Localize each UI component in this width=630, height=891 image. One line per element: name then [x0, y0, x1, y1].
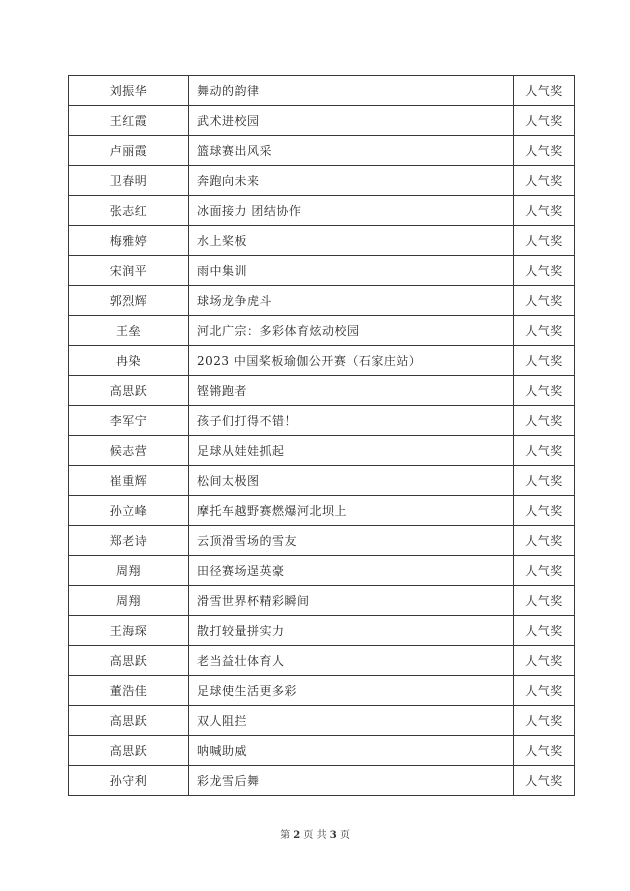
table-row	[69, 166, 575, 196]
work-title-cell: 篮球赛出风采	[189, 136, 514, 166]
winner-name-cell: 郭烈辉	[69, 286, 189, 316]
winner-name-cell: 王红霞	[69, 106, 189, 136]
work-title-cell: 双人阻拦	[189, 706, 514, 736]
winner-name-cell: 周翔	[69, 556, 189, 586]
table-row	[69, 286, 575, 316]
winner-name-cell: 郑老诗	[69, 526, 189, 556]
work-title-cell: 球场龙争虎斗	[189, 286, 514, 316]
work-title-cell: 云顶滑雪场的雪友	[189, 526, 514, 556]
winner-name-cell: 周翔	[69, 586, 189, 616]
award-cell: 人气奖	[514, 346, 575, 376]
award-cell: 人气奖	[514, 286, 575, 316]
table-row	[69, 526, 575, 556]
award-cell: 人气奖	[514, 736, 575, 766]
work-title-cell: 铿锵跑者	[189, 376, 514, 406]
table-row	[69, 676, 575, 706]
work-title-cell: 冰面接力 团结协作	[189, 196, 514, 226]
award-cell: 人气奖	[514, 406, 575, 436]
award-cell: 人气奖	[514, 676, 575, 706]
work-title-cell: 武术进校园	[189, 106, 514, 136]
table-row	[69, 136, 575, 166]
award-cell: 人气奖	[514, 436, 575, 466]
table-row	[69, 226, 575, 256]
work-title-cell: 足球从娃娃抓起	[189, 436, 514, 466]
winner-name-cell: 卢丽霞	[69, 136, 189, 166]
table-row	[69, 406, 575, 436]
winner-name-cell: 冉染	[69, 346, 189, 376]
winner-name-cell: 高思跃	[69, 736, 189, 766]
work-title-cell: 雨中集训	[189, 256, 514, 286]
work-title-cell: 松间太极图	[189, 466, 514, 496]
award-cell: 人气奖	[514, 106, 575, 136]
award-cell: 人气奖	[514, 586, 575, 616]
table-row	[69, 76, 575, 106]
table-row	[69, 616, 575, 646]
winner-name-cell: 孙守利	[69, 766, 189, 796]
table-row	[69, 586, 575, 616]
award-cell: 人气奖	[514, 526, 575, 556]
award-cell: 人气奖	[514, 226, 575, 256]
table-row	[69, 376, 575, 406]
award-cell: 人气奖	[514, 76, 575, 106]
work-title-cell: 舞动的韵律	[189, 76, 514, 106]
table-row	[69, 766, 575, 796]
work-title-cell: 水上桨板	[189, 226, 514, 256]
work-title-cell: 滑雪世界杯精彩瞬间	[189, 586, 514, 616]
work-title-cell: 彩龙雪后舞	[189, 766, 514, 796]
award-cell: 人气奖	[514, 556, 575, 586]
awards-table-body	[69, 76, 575, 796]
winner-name-cell: 梅雅婷	[69, 226, 189, 256]
award-cell: 人气奖	[514, 466, 575, 496]
work-title-cell: 足球使生活更多彩	[189, 676, 514, 706]
table-row	[69, 706, 575, 736]
table-row	[69, 106, 575, 136]
winner-name-cell: 董浩佳	[69, 676, 189, 706]
work-title-cell: 河北广宗：多彩体育炫动校园	[189, 316, 514, 346]
table-row	[69, 256, 575, 286]
footer-page-number: 2	[293, 830, 301, 841]
table-row	[69, 646, 575, 676]
award-cell: 人气奖	[514, 136, 575, 166]
work-title-cell: 奔跑向未来	[189, 166, 514, 196]
winner-name-cell: 李军宁	[69, 406, 189, 436]
award-cell: 人气奖	[514, 316, 575, 346]
table-row	[69, 466, 575, 496]
table-row	[69, 196, 575, 226]
work-title-cell: 老当益壮体育人	[189, 646, 514, 676]
page-footer	[0, 826, 630, 841]
table-row	[69, 346, 575, 376]
table-row	[69, 496, 575, 526]
footer-middle: 页 共	[303, 830, 327, 841]
winner-name-cell: 崔重辉	[69, 466, 189, 496]
table-row	[69, 736, 575, 766]
winner-name-cell: 高思跃	[69, 376, 189, 406]
award-cell: 人气奖	[514, 766, 575, 796]
work-title-cell: 散打较量拼实力	[189, 616, 514, 646]
winner-name-cell: 张志红	[69, 196, 189, 226]
award-cell: 人气奖	[514, 196, 575, 226]
winner-name-cell: 高思跃	[69, 646, 189, 676]
footer-suffix: 页	[339, 830, 350, 841]
winner-name-cell: 卫春明	[69, 166, 189, 196]
work-title-cell: 摩托车越野赛燃爆河北坝上	[189, 496, 514, 526]
footer-prefix: 第	[280, 830, 291, 841]
winner-name-cell: 刘振华	[69, 76, 189, 106]
work-title-cell: 田径赛场逞英豪	[189, 556, 514, 586]
winner-name-cell: 宋润平	[69, 256, 189, 286]
winner-name-cell: 王海琛	[69, 616, 189, 646]
award-cell: 人气奖	[514, 166, 575, 196]
footer-total-pages: 3	[329, 830, 337, 841]
award-cell: 人气奖	[514, 376, 575, 406]
table-row	[69, 556, 575, 586]
winner-name-cell: 孙立峰	[69, 496, 189, 526]
table-row	[69, 316, 575, 346]
table-row	[69, 436, 575, 466]
awards-table	[68, 75, 575, 796]
winner-name-cell: 高思跃	[69, 706, 189, 736]
award-cell: 人气奖	[514, 646, 575, 676]
work-title-cell: 孩子们打得不错！	[189, 406, 514, 436]
award-cell: 人气奖	[514, 616, 575, 646]
award-cell: 人气奖	[514, 496, 575, 526]
work-title-cell: 呐喊助威	[189, 736, 514, 766]
winner-name-cell: 候志营	[69, 436, 189, 466]
award-cell: 人气奖	[514, 256, 575, 286]
award-cell: 人气奖	[514, 706, 575, 736]
work-title-cell: 2023 中国桨板瑜伽公开赛（石家庄站）	[189, 346, 514, 376]
winner-name-cell: 王垒	[69, 316, 189, 346]
